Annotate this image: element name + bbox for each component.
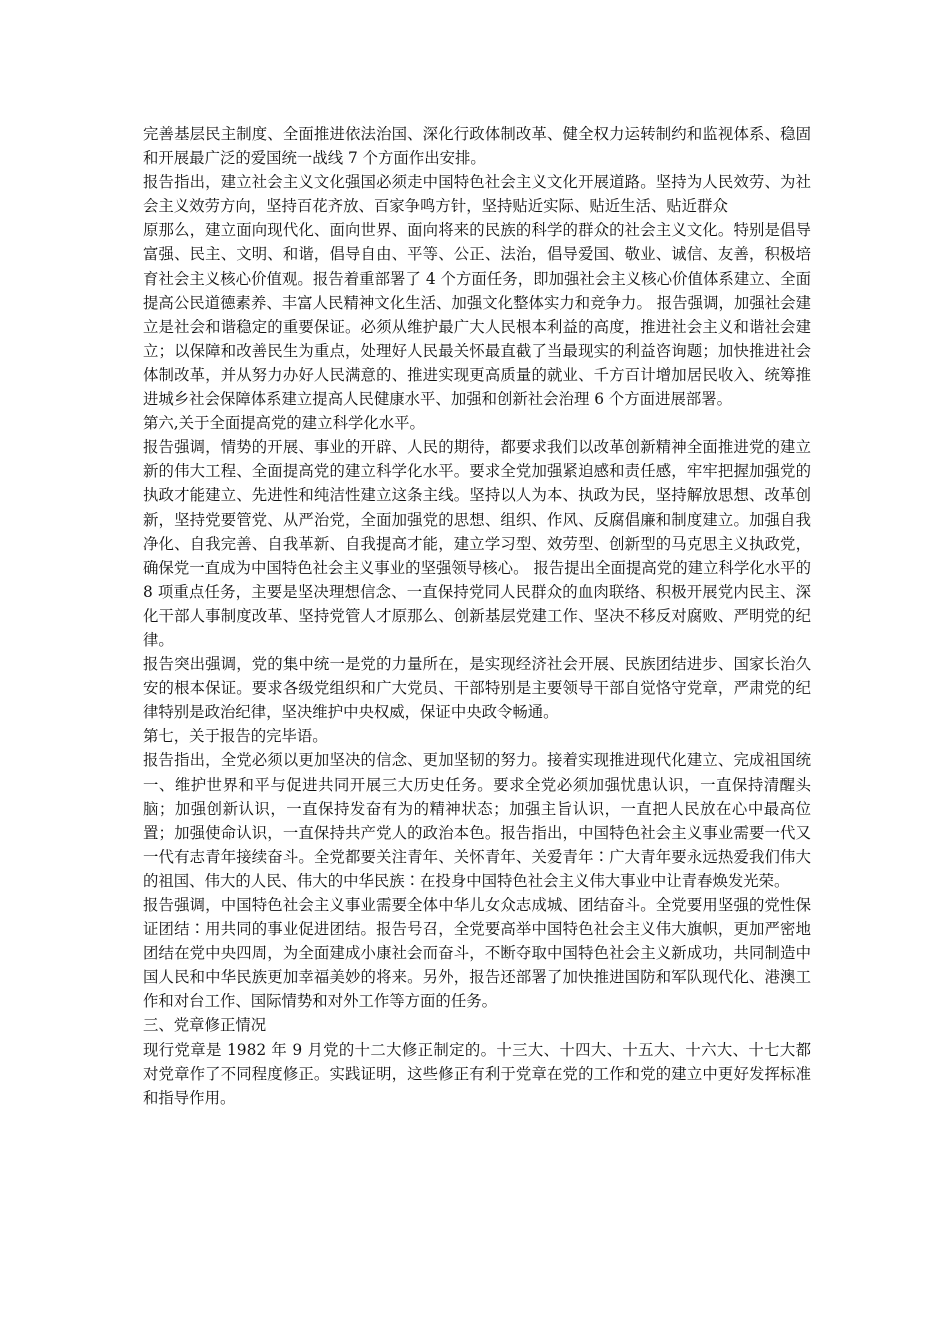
document-body (143, 122, 811, 1110)
paragraph-historic-tasks: 报告指出，全党必须以更加坚决的信念、更加坚韧的努力。接着实现推进现代化建立、完成祖国统一、维护世界和平与促进共同开展三大历史任务。要求全党必须加强忧患认识，一直保持清醒头脑；加强创新认识，一直保持发奋有为的精神状态；加强主旨认识，一直把人民放在心中最高位置；加强使命认识，一直保持共产党人的政治本色。报告指出，中国特色社会主义事业需要一代又一代有志青年接续奋斗。全党都要关注青年、关怀青年、关爱青年∶广大青年要永远热爱我们伟大的祖国、伟大的人民、伟大的中华民族∶在投身中国特色社会主义伟大事业中让青春焕发光荣。 (143, 751, 811, 890)
paragraph-party-building: 报告强调，情势的开展、事业的开辟、人民的期待，都要求我们以改革创新精神全面推进党的建立新的伟大工程、全面提高党的建立科学化水平。要求全党加强紧迫感和责任感，牢牢把握加强党的执政才能建立、先进性和纯洁性建立这条主线。坚持以人为本、执政为民，坚持解放思想、改革创新，坚持党要管党、从严治党，全面加强党的思想、组织、作风、反腐倡廉和制度建立。加强自我净化、自我完善、自我革新、自我提高才能，建立学习型、效劳型、创新型的马克思主义执政党，确保党一直成为中国特色社会主义事业的坚强领导核心。 报告提出全面提高党的建立科学化水平的 8 项重点任务，主要是坚决理想信念、一直保持党同人民群众的血肉联络、积极开展党内民主、深化干部人事制度改革、坚持党管人才原那么、创新基层党建工作、坚决不移反对腐败、严明党的纪律。 (143, 438, 811, 649)
heading-charter-revision: 三、党章修正情况 (143, 1016, 267, 1035)
paragraph-unity-struggle: 报告强调，中国特色社会主义事业需要全体中华儿女众志成城、团结奋斗。全党要用坚强的党性保证团结∶用共同的事业促进团结。报告号召，全党要高举中国特色社会主义伟大旗帜，更加严密地团结在党中央四周，为全面建成小康社会而奋斗，不断夺取中国特色社会主义新成功，共同制造中国人民和中华民族更加幸福美妙的将来。另外，报告还部署了加快推进国防和军队现代化、港澳工作和对台工作、国际情势和对外工作等方面的任务。 (143, 896, 811, 1011)
paragraph-democracy-system: 完善基层民主制度、全面推进依法治国、深化行政体制改革、健全权力运转制约和监视体系、稳固和开展最广泛的爱国统一战线 7 个方面作出安排。 (143, 125, 811, 168)
paragraph-culture-power: 报告指出，建立社会主义文化强国必须走中国特色社会主义文化开展道路。坚持为人民效劳、为社会主义效劳方向，坚持百花齐放、百家争鸣方针，坚持贴近实际、贴近生活、贴近群众 (143, 173, 811, 216)
heading-seventh-conclusion: 第七，关于报告的完毕语。 (143, 727, 328, 746)
heading-sixth-party-building: 第六,关于全面提高党的建立科学化水平。 (143, 414, 425, 433)
paragraph-party-unity: 报告突出强调，党的集中统一是党的力量所在，是实现经济社会开展、民族团结进步、国家长治久安的根本保证。要求各级党组织和广大党员、干部特别是主要领导干部自觉恪守党章，严肃党的纪律特别是政治纪律，坚决维护中央权威，保证中央政令畅通。 (143, 655, 811, 722)
paragraph-charter-history: 现行党章是 1982 年 9 月党的十二大修正制定的。十三大、十四大、十五大、十六大、十七大都对党章作了不同程度修正。实践证明，这些修正有利于党章在党的工作和党的建立中更好发挥标准和指导作用。 (143, 1040, 811, 1107)
paragraph-socialist-culture: 原那么，建立面向现代化、面向世界、面向将来的民族的科学的群众的社会主义文化。特别是倡导富强、民主、文明、和谐，倡导自由、平等、公正、法治，倡导爱国、敬业、诚信、友善，积极培育社会主义核心价值观。报告着重部署了 4 个方面任务，即加强社会主义核心价值体系建立、全面提高公民道德素养、丰富人民精神文化生活、加强文化整体实力和竞争力。 报告强调，加强社会建立是社会和谐稳定的重要保证。必须从维护最广大人民根本利益的高度，推进社会主义和谐社会建立；以保障和改善民生为重点，处理好人民最关怀最直截了当最现实的利益咨询题；加快推进社会体制改革，并从努力办好人民满意的、推进实现更高质量的就业、千方百计增加居民收入、统筹推进城乡社会保障体系建立提高人民健康水平、加强和创新社会治理 6 个方面进展部署。 (143, 221, 811, 409)
